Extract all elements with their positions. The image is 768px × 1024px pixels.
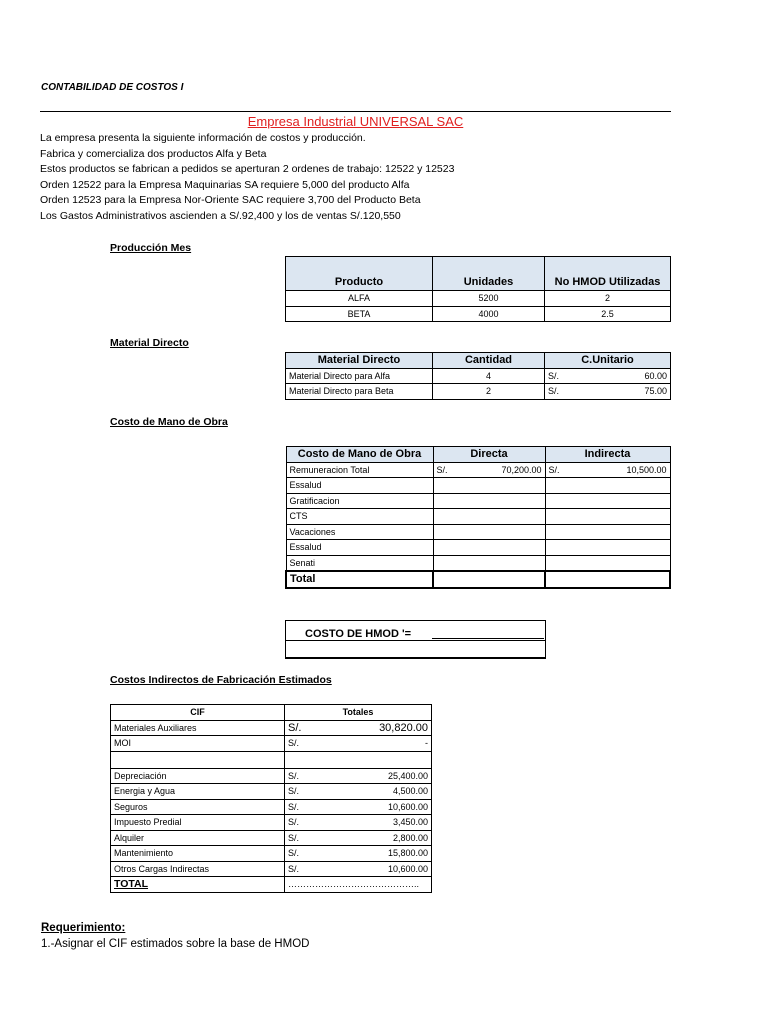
column-header: Indirecta <box>545 447 670 463</box>
cell: CTS <box>286 509 433 525</box>
cif-table <box>110 704 432 893</box>
cell: 4 <box>433 368 545 384</box>
table-row <box>286 368 671 384</box>
cell: 70,200.00 <box>501 464 542 475</box>
cell: Material Directo para Alfa <box>286 368 433 384</box>
currency: S/. <box>436 464 448 475</box>
table-row <box>286 540 670 556</box>
cell: Essalud <box>286 540 433 556</box>
column-header: Producto <box>286 257 433 291</box>
column-header: Material Directo <box>286 353 433 369</box>
table-row <box>111 720 432 736</box>
column-header: Totales <box>285 705 432 721</box>
cell: Gratificacion <box>286 493 433 509</box>
cell: BETA <box>286 306 433 322</box>
company-title: Empresa Industrial UNIVERSAL SAC <box>247 114 464 129</box>
cell: 75.00 <box>644 386 667 397</box>
cell: Seguros <box>111 799 285 815</box>
table-row <box>286 384 671 400</box>
intro-line: Los Gastos Administrativos ascienden a S/.92,400 y los de ventas S/.120,550 <box>40 209 401 222</box>
cell: 10,600.00 <box>387 801 428 812</box>
section-title-material: Material Directo <box>110 337 189 349</box>
section-title-produccion: Producción Mes <box>110 242 192 254</box>
cell: 2,800.00 <box>392 832 428 843</box>
cell: Impuesto Predial <box>111 815 285 831</box>
cell: Alquiler <box>111 830 285 846</box>
column-header: Unidades <box>433 257 545 291</box>
hmod-box <box>285 620 546 659</box>
cell: Essalud <box>286 478 433 494</box>
table-row <box>111 799 432 815</box>
currency: S/. <box>548 386 560 397</box>
section-title-manoobra: Costo de Mano de Obra <box>110 416 228 428</box>
cell: 10,600.00 <box>387 863 428 874</box>
total-label: TOTAL <box>111 877 285 893</box>
header-divider <box>40 111 671 112</box>
cell: 4,500.00 <box>392 786 428 797</box>
table-row <box>286 478 670 494</box>
hmod-label: COSTO DE HMOD '= <box>305 628 412 640</box>
currency: S/. <box>288 801 300 812</box>
currency: S/. <box>288 817 300 828</box>
cell: Otros Cargas Indirectas <box>111 861 285 877</box>
cell: Remuneracion Total <box>286 462 433 478</box>
requirement-title: Requerimiento: <box>41 922 126 934</box>
cell: Mantenimiento <box>111 846 285 862</box>
section-title-cif: Costos Indirectos de Fabricación Estimados <box>110 674 332 686</box>
table-row <box>286 555 670 571</box>
cell: Depreciación <box>111 768 285 784</box>
table-row <box>111 768 432 784</box>
table-row <box>286 509 670 525</box>
intro-line: Orden 12522 para la Empresa Maquinarias SA requiere 5,000 del producto Alfa <box>40 178 410 191</box>
table-row <box>286 306 671 322</box>
intro-line: Fabrica y comercializa dos productos Alfa y Beta <box>40 147 267 160</box>
cell: ALFA <box>286 291 433 307</box>
table-row <box>111 815 432 831</box>
cell: - <box>425 738 428 749</box>
table-row <box>111 736 432 752</box>
intro-line: Estos productos se fabrican a pedidos se aperturan 2 ordenes de trabajo: 12522 y 12523 <box>40 163 455 176</box>
cell: 2 <box>433 384 545 400</box>
column-header: No HMOD Utilizadas <box>545 257 671 291</box>
hmod-answer-line[interactable] <box>432 638 544 639</box>
table-row <box>111 846 432 862</box>
cell: 4000 <box>433 306 545 322</box>
manoobra-table <box>285 446 671 589</box>
course-title: CONTABILIDAD DE COSTOS I <box>41 82 184 93</box>
table-row <box>111 751 432 768</box>
total-value[interactable]: …………………………………….. <box>285 877 432 893</box>
currency: S/. <box>288 721 302 734</box>
cell <box>111 751 285 768</box>
total-label: Total <box>286 571 433 588</box>
table-row <box>111 784 432 800</box>
currency: S/. <box>288 848 300 859</box>
intro-line: La empresa presenta la siguiente información de costos y producción. <box>40 132 366 144</box>
currency: S/. <box>288 786 300 797</box>
column-header: Directa <box>433 447 545 463</box>
cell: 30,820.00 <box>379 721 428 734</box>
cell: Materiales Auxiliares <box>111 720 285 736</box>
column-header: Costo de Mano de Obra <box>286 447 433 463</box>
currency: S/. <box>548 464 560 475</box>
cell: Material Directo para Beta <box>286 384 433 400</box>
hmod-divider <box>286 640 545 641</box>
currency: S/. <box>288 738 300 749</box>
cell: Energia y Agua <box>111 784 285 800</box>
cell: 25,400.00 <box>387 770 428 781</box>
currency: S/. <box>548 370 560 381</box>
table-row <box>286 493 670 509</box>
cell: 10,500.00 <box>626 464 667 475</box>
cell: MOI <box>111 736 285 752</box>
requirement-item: 1.-Asignar el CIF estimados sobre la base de HMOD <box>41 938 310 950</box>
cell: Vacaciones <box>286 524 433 540</box>
produccion-table <box>285 256 671 322</box>
intro-text <box>40 131 454 225</box>
table-row <box>111 861 432 877</box>
column-header: CIF <box>111 705 285 721</box>
material-table <box>285 352 671 400</box>
table-row <box>286 291 671 307</box>
cell: Senati <box>286 555 433 571</box>
cell: 15,800.00 <box>387 848 428 859</box>
table-row <box>286 462 670 478</box>
cell: 60.00 <box>644 370 667 381</box>
currency: S/. <box>288 832 300 843</box>
total-row <box>286 571 670 588</box>
table-row <box>286 524 670 540</box>
currency: S/. <box>288 863 300 874</box>
currency: S/. <box>288 770 300 781</box>
cell: 2.5 <box>545 306 671 322</box>
cell: 5200 <box>433 291 545 307</box>
column-header: Cantidad <box>433 353 545 369</box>
column-header: C.Unitario <box>545 353 671 369</box>
table-row <box>111 830 432 846</box>
cell: 2 <box>545 291 671 307</box>
intro-line: Orden 12523 para la Empresa Nor-Oriente SAC requiere 3,700 del Producto Beta <box>40 194 421 207</box>
total-row <box>111 877 432 893</box>
cell: 3,450.00 <box>392 817 428 828</box>
